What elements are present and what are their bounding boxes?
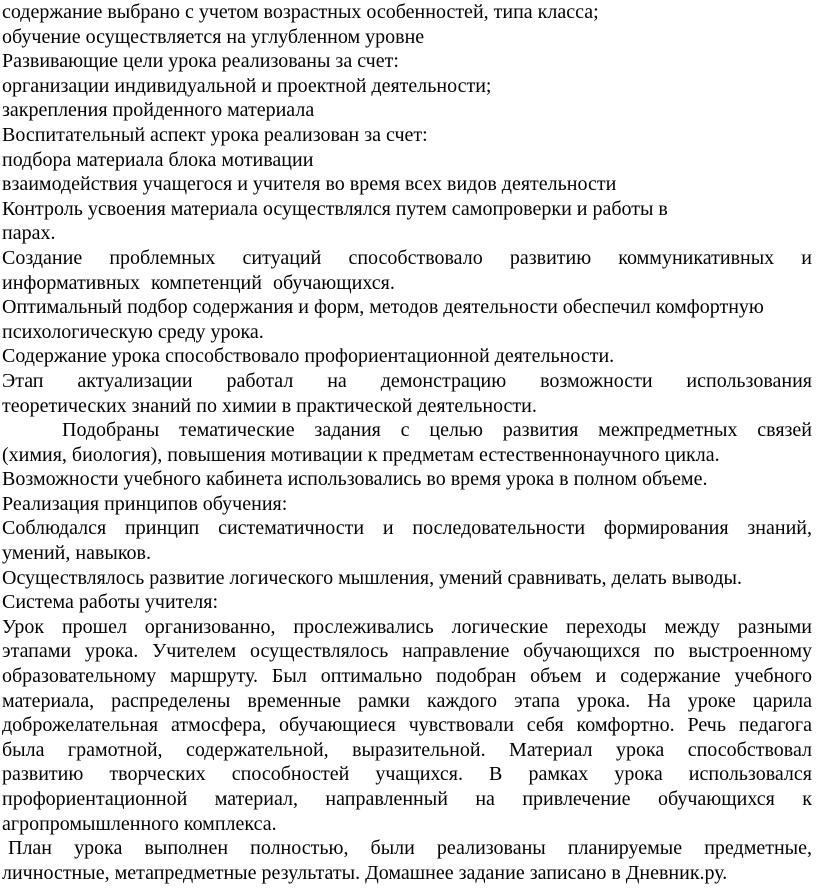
text-line: агропромышленного комплекса. bbox=[2, 812, 277, 835]
text-line: План урока выполнен полностью, были реализованы планируемые предметные, bbox=[8, 837, 812, 860]
text-line: этапами урока. Учителем осуществлялось направление обучающихся по выстроенному bbox=[2, 640, 812, 663]
text-line: материала, распределены временные рамки каждого этапа урока. На уроке царила bbox=[2, 689, 812, 712]
text-line: Осуществлялось развитие логического мышления, умений сравнивать, делать выводы. bbox=[2, 566, 742, 589]
text-line: развитию творческих способностей учащихся. В рамках урока использовался bbox=[2, 763, 812, 786]
text-line: организации индивидуальной и проектной деятельности; bbox=[2, 74, 492, 97]
text-line: теоретических знаний по химии в практической деятельности. bbox=[2, 394, 537, 417]
text-line: умений, навыков. bbox=[2, 542, 151, 565]
text-line: Реализация принципов обучения: bbox=[2, 492, 288, 515]
text-line: Этап актуализации работал на демонстрацию возможности использования bbox=[2, 369, 812, 392]
text-line: Создание проблемных ситуаций способствовало развитию коммуникативных и bbox=[2, 246, 812, 269]
text-line: профориентационной материал, направленный на привлечение обучающихся к bbox=[2, 788, 812, 810]
text-line: информативных компетенций обучающихся. bbox=[2, 271, 395, 294]
text-line: личностные, метапредметные результаты. Домашнее задание записано в Дневник.ру. bbox=[2, 861, 728, 884]
text-line: содержание выбрано с учетом возрастных особенностей, типа класса; bbox=[2, 1, 599, 23]
text-line: образовательному маршруту. Был оптимально подобран объем и содержание учебного bbox=[2, 665, 812, 688]
text-line: Подобраны тематические задания с целью развития межпредметных связей bbox=[62, 419, 812, 442]
text-line: доброжелательная атмосфера, обучающиеся чувствовали себя комфортно. Речь педагога bbox=[2, 714, 812, 737]
text-line: обучение осуществляется на углубленном уровне bbox=[2, 25, 425, 48]
text-line: Контроль усвоения материала осуществлялся путем самопроверки и работы в bbox=[2, 197, 668, 220]
text-line: психологическую среду урока. bbox=[2, 320, 264, 343]
text-line: взаимодействия учащегося и учителя во время всех видов деятельности bbox=[2, 173, 617, 196]
text-line: Соблюдался принцип систематичности и последовательности формирования знаний, bbox=[2, 517, 812, 540]
text-line: Развивающие цели урока реализованы за счет: bbox=[2, 50, 399, 73]
text-line: была грамотной, содержательной, выразительной. Материал урока способствовал bbox=[2, 738, 812, 761]
text-line: (химия, биология), повышения мотивации к предметам естественнонаучного цикла. bbox=[2, 443, 720, 466]
text-line: подбора материала блока мотивации bbox=[2, 148, 314, 171]
text-line: парах. bbox=[2, 222, 56, 245]
text-line: Урок прошел организованно, прослеживались логические переходы между разными bbox=[2, 615, 812, 638]
text-line: Система работы учителя: bbox=[2, 591, 219, 614]
text-line: Воспитательный аспект урока реализован за счет: bbox=[2, 123, 428, 146]
text-line: Содержание урока способствовало профориентационной деятельности. bbox=[2, 345, 615, 368]
text-line: закрепления пройденного материала bbox=[2, 99, 315, 122]
text-line: Оптимальный подбор содержания и форм, методов деятельности обеспечил комфортную bbox=[2, 296, 764, 319]
text-line: Возможности учебного кабинета использовались во время урока в полном объеме. bbox=[2, 468, 708, 491]
